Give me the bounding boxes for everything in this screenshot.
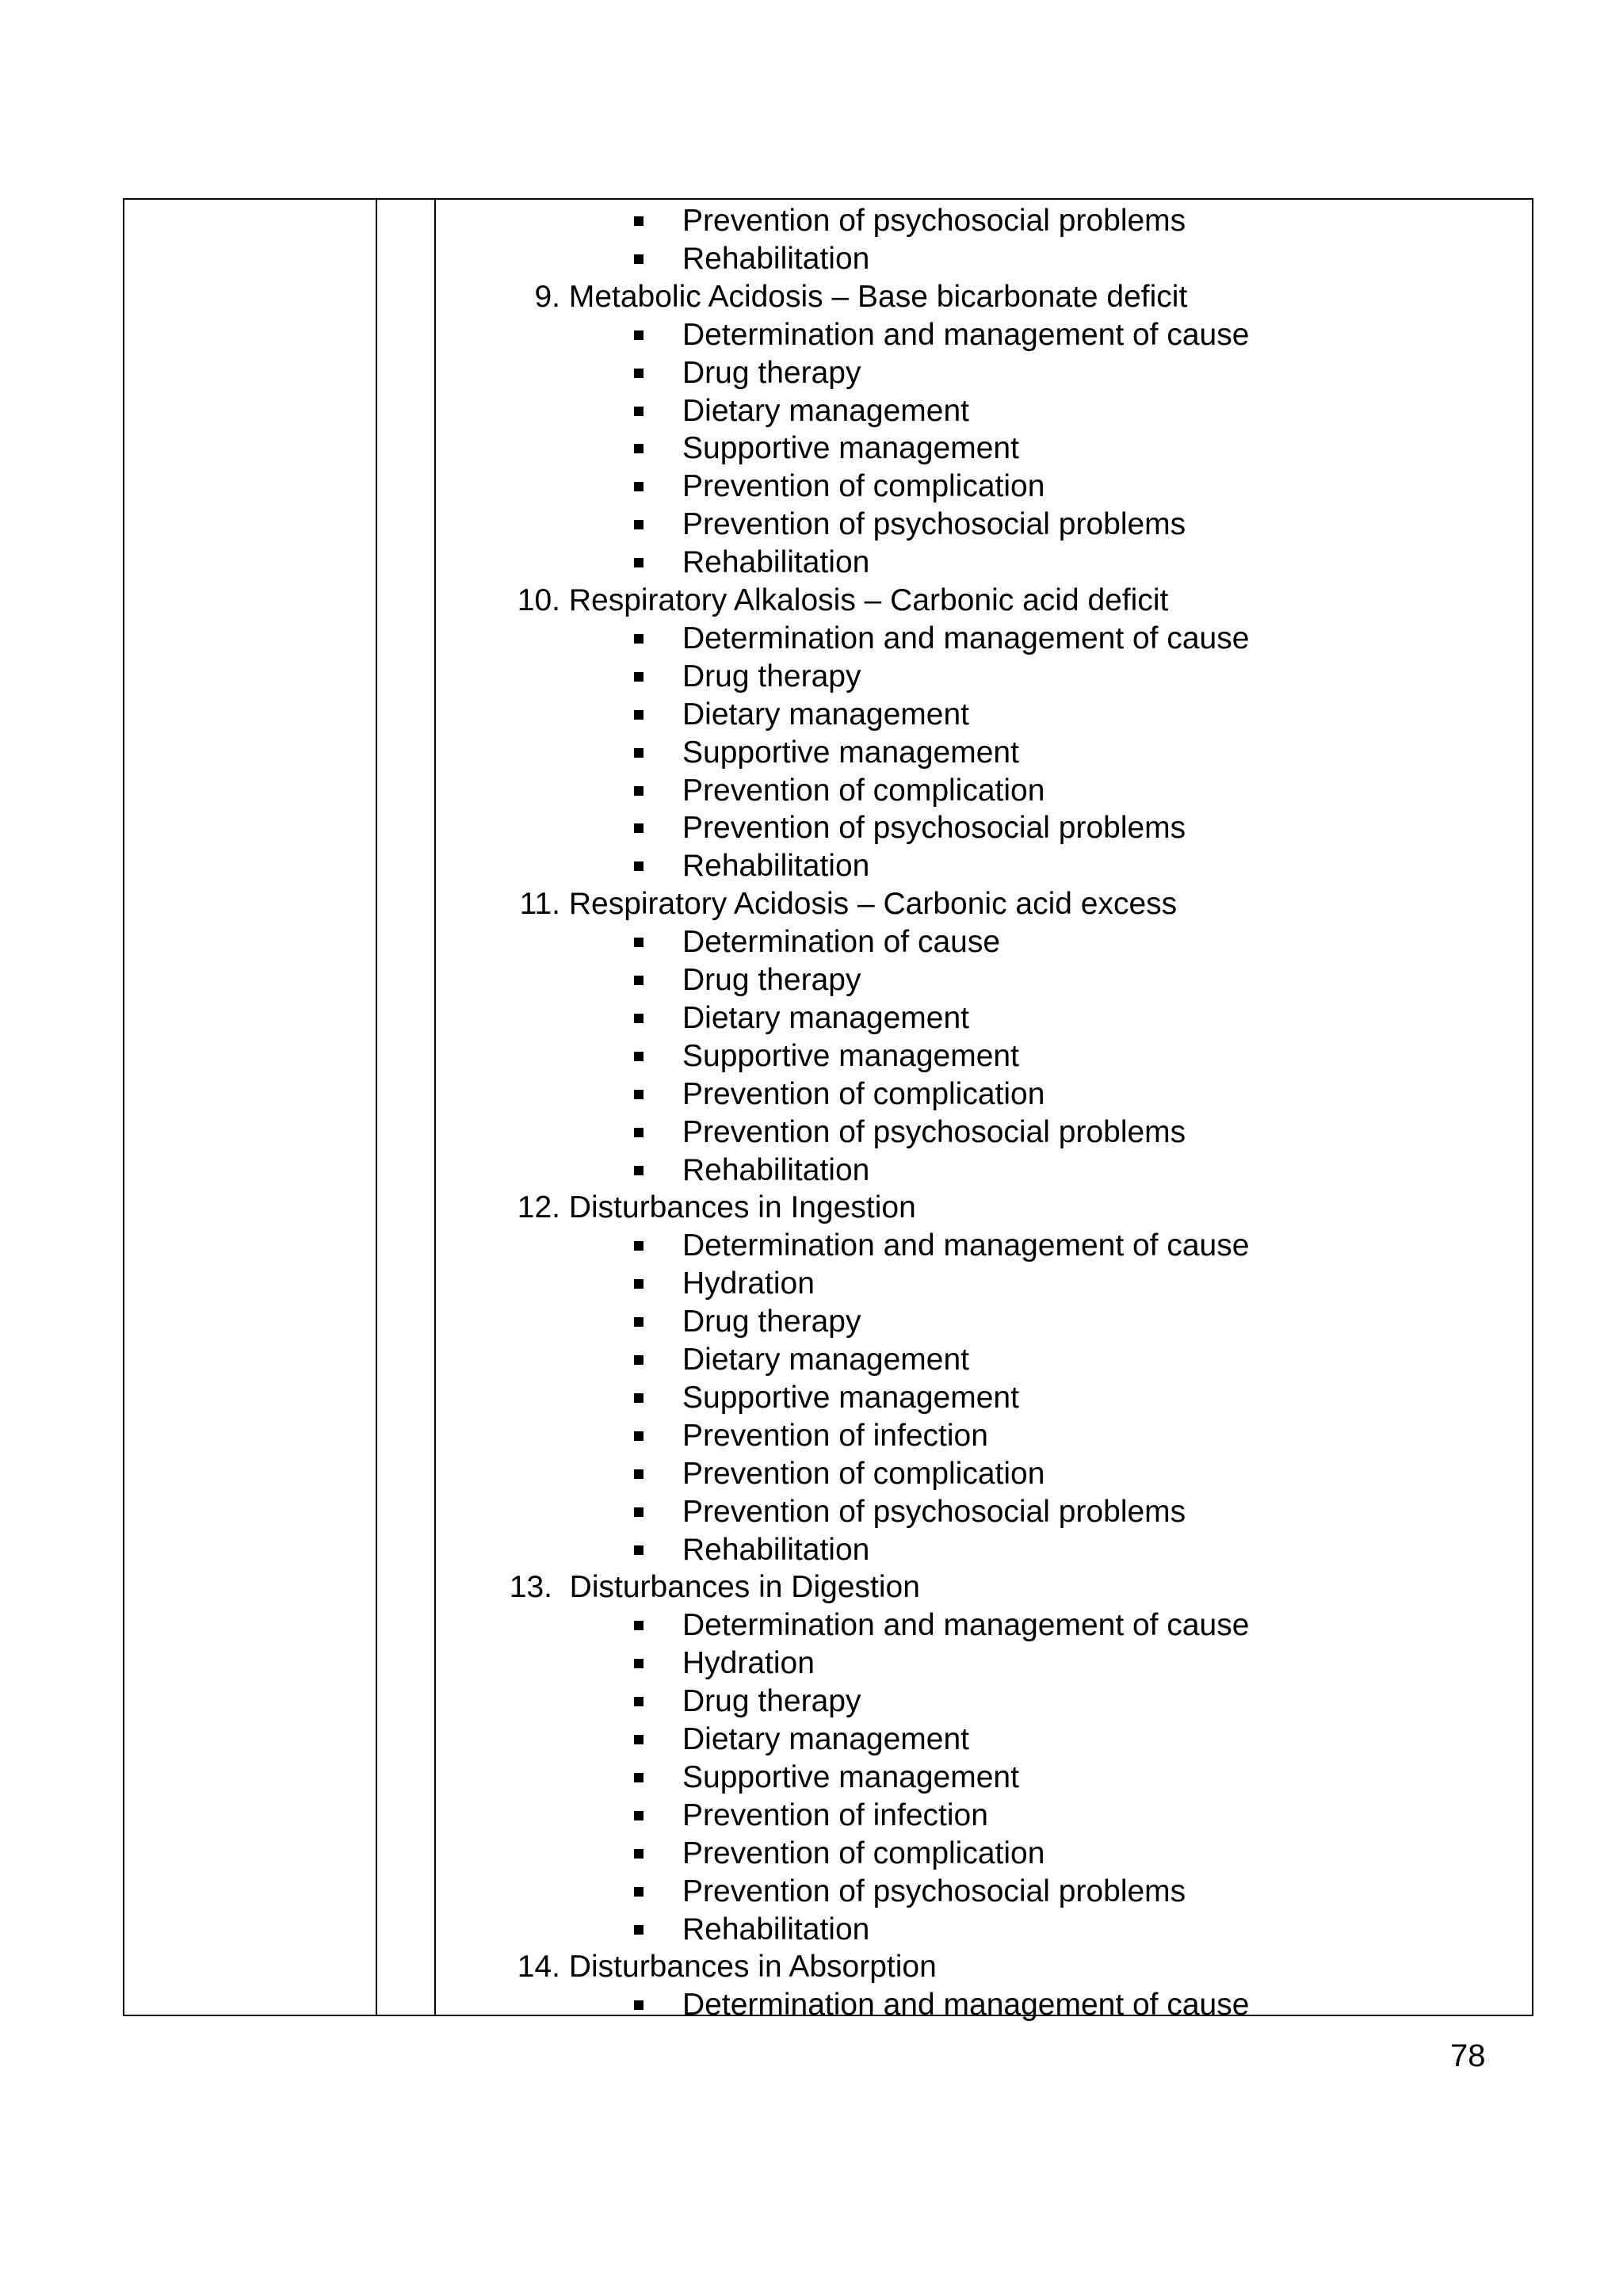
square-bullet-icon [634, 748, 643, 758]
square-bullet-icon [634, 216, 643, 226]
section-title: Respiratory Alkalosis – Carbonic acid deficit [568, 583, 1169, 617]
square-bullet-icon [634, 710, 643, 720]
square-bullet-icon [634, 330, 643, 340]
square-bullet-icon [634, 482, 643, 491]
section-number: 9. [534, 279, 560, 314]
list-item-text: Prevention of infection [682, 1797, 988, 1832]
section-heading [505, 1189, 916, 1227]
section-number: 12. [517, 1190, 560, 1225]
square-bullet-icon [634, 786, 643, 796]
square-bullet-icon [634, 407, 643, 416]
list-item-text: Drug therapy [682, 963, 861, 997]
list-item-text: Determination and management of cause [682, 1608, 1250, 1643]
section-number: 13. [509, 1570, 552, 1605]
list-item-text: Determination and management of cause [682, 1988, 1250, 2023]
square-bullet-icon [634, 861, 643, 871]
list-item-text: Prevention of complication [682, 469, 1045, 504]
section-title: Disturbances in Digestion [569, 1570, 920, 1605]
list-item-text: Rehabilitation [682, 849, 870, 884]
square-bullet-icon [634, 1469, 643, 1479]
syllabus-table [123, 198, 1533, 2023]
list-item-text: Prevention of psychosocial problems [682, 1114, 1186, 1149]
square-bullet-icon [634, 1241, 643, 1251]
square-bullet-icon [634, 1393, 643, 1403]
square-bullet-icon [634, 976, 643, 985]
square-bullet-icon [634, 1090, 643, 1099]
list-item-text: Prevention of psychosocial problems [682, 204, 1186, 238]
list-item-text: Rehabilitation [682, 1532, 870, 1567]
list-item-text: Determination and management of cause [682, 317, 1250, 352]
list-item-text: Dietary management [682, 1343, 970, 1377]
column-divider [434, 200, 436, 2015]
square-bullet-icon [634, 672, 643, 682]
square-bullet-icon [634, 823, 643, 833]
square-bullet-icon [634, 634, 643, 644]
list-item-text: Determination and management of cause [682, 621, 1250, 655]
section-title: Respiratory Acidosis – Carbonic acid excess [568, 887, 1178, 922]
list-item-text: Dietary management [682, 1722, 970, 1756]
list-item-text: Dietary management [682, 1000, 970, 1035]
list-item-text: Supportive management [682, 1380, 1019, 1415]
square-bullet-icon [634, 938, 643, 947]
list-item-text: Dietary management [682, 697, 970, 732]
square-bullet-icon [634, 1166, 643, 1175]
square-bullet-icon [634, 1887, 643, 1897]
square-bullet-icon [634, 1849, 643, 1859]
square-bullet-icon [634, 1697, 643, 1706]
list-item-text: Rehabilitation [682, 545, 870, 580]
list-item-text: Dietary management [682, 393, 970, 428]
section-number: 14. [517, 1950, 560, 1985]
square-bullet-icon [634, 1128, 643, 1137]
list-item-text: Supportive management [682, 1038, 1019, 1073]
list-item-text: Prevention of psychosocial problems [682, 811, 1186, 846]
list-item-text: Supportive management [682, 1759, 1019, 1794]
section-heading [505, 582, 1168, 620]
section-heading [497, 1568, 920, 1606]
square-bullet-icon [634, 558, 643, 567]
section-number: 10. [517, 583, 560, 617]
square-bullet-icon [634, 1355, 643, 1365]
square-bullet-icon [634, 254, 643, 264]
square-bullet-icon [634, 1735, 643, 1744]
list-item-text: Prevention of infection [682, 1418, 988, 1453]
list-item-text: Drug therapy [682, 659, 861, 693]
list-item-text: Supportive management [682, 431, 1019, 466]
square-bullet-icon [634, 1052, 643, 1061]
square-bullet-icon [634, 1279, 643, 1289]
square-bullet-icon [634, 1811, 643, 1820]
section-heading [505, 278, 1187, 316]
list-item-text: Supportive management [682, 735, 1019, 770]
square-bullet-icon [634, 369, 643, 378]
list-item-text: Determination of cause [682, 925, 1001, 960]
square-bullet-icon [634, 1431, 643, 1441]
list-item-text: Prevention of complication [682, 1456, 1045, 1491]
square-bullet-icon [634, 1773, 643, 1782]
square-bullet-icon [634, 2000, 643, 2010]
square-bullet-icon [634, 1507, 643, 1517]
list-item-text: Hydration [682, 1646, 815, 1681]
list-item-text: Rehabilitation [682, 241, 870, 276]
square-bullet-icon [634, 1317, 643, 1327]
square-bullet-icon [634, 1925, 643, 1935]
list-item-text: Drug therapy [682, 355, 861, 390]
section-title: Metabolic Acidosis – Base bicarbonate deficit [568, 279, 1188, 314]
square-bullet-icon [634, 520, 643, 529]
page-number: 78 [1450, 2038, 1486, 2073]
list-item-text: Prevention of psychosocial problems [682, 1494, 1186, 1529]
list-item-text: Prevention of psychosocial problems [682, 1874, 1186, 1908]
list-item-text: Hydration [682, 1266, 815, 1301]
list-item-text: Determination and management of cause [682, 1228, 1250, 1263]
list-item-text: Drug therapy [682, 1684, 861, 1719]
list-item-text: Prevention of complication [682, 773, 1045, 808]
square-bullet-icon [634, 1659, 643, 1668]
section-title: Disturbances in Absorption [568, 1950, 937, 1985]
square-bullet-icon [634, 444, 643, 453]
list-item-text: Rehabilitation [682, 1152, 870, 1187]
column-divider [376, 200, 377, 2015]
list-item-text: Prevention of complication [682, 1076, 1045, 1111]
section-heading [505, 885, 1177, 923]
section-heading [505, 1948, 937, 1986]
square-bullet-icon [634, 1621, 643, 1630]
section-title: Disturbances in Ingestion [568, 1190, 916, 1225]
list-item-text: Prevention of psychosocial problems [682, 507, 1186, 542]
list-item-text: Rehabilitation [682, 1912, 870, 1946]
list-item-text: Drug therapy [682, 1305, 861, 1339]
list-item-text: Prevention of complication [682, 1836, 1045, 1870]
square-bullet-icon [634, 1545, 643, 1555]
section-number: 11. [519, 887, 560, 922]
square-bullet-icon [634, 1014, 643, 1023]
